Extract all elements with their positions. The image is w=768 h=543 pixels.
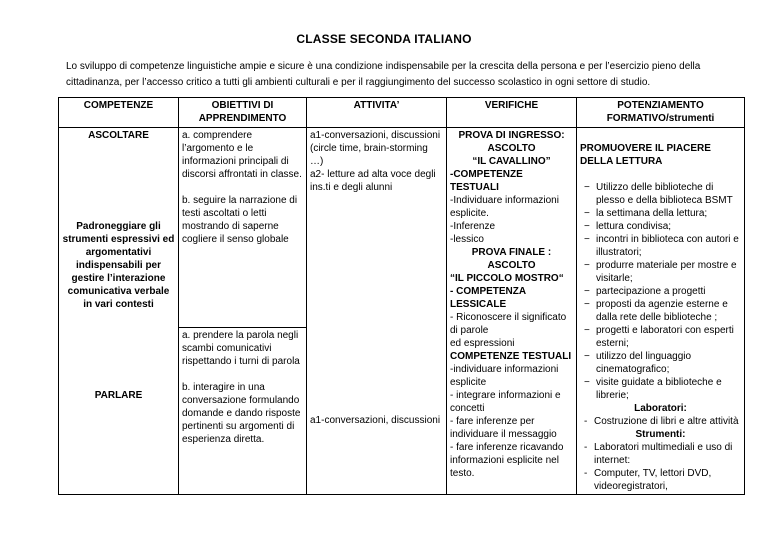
header-row bbox=[59, 98, 745, 128]
verifica-item: -lessico bbox=[450, 234, 484, 245]
prova-ingresso: PROVA DI INGRESSO: bbox=[458, 130, 565, 141]
attivita-a1: a1-conversazioni, discussioni (circle time, brain-storming …) bbox=[310, 130, 441, 167]
list-item: − incontri in biblioteca con autori e illustratori; bbox=[580, 233, 741, 259]
ascolto-label-2: ASCOLTO bbox=[487, 260, 536, 271]
lessicale-item-2: ed espressioni bbox=[450, 338, 515, 349]
competenze-testuali-1: -COMPETENZE TESTUALI bbox=[450, 169, 523, 193]
table-row bbox=[59, 128, 745, 328]
list-item: − produrre materiale per mostre e visitarle; bbox=[580, 259, 741, 285]
list-item: − lettura condivisa; bbox=[580, 220, 741, 233]
verifica-item: -individuare informazioni esplicite bbox=[450, 364, 559, 388]
attivita-a1-parlare: a1-conversazioni, discussioni bbox=[310, 415, 441, 426]
verifica-item: - fare inferenze per individuare il messaggio bbox=[450, 416, 557, 440]
competenze-cell bbox=[59, 128, 179, 495]
list-item: - Computer, TV, lettori DVD, videoregistratori, bbox=[580, 467, 741, 493]
competenza-parlare: PARLARE bbox=[94, 390, 143, 401]
promuovere-lettura: PROMUOVERE IL PIACERE DELLA LETTURA bbox=[580, 143, 711, 167]
verifica-item: -Inferenze bbox=[450, 221, 496, 232]
list-item: − utilizzo del linguaggio cinematografico; bbox=[580, 350, 741, 376]
curriculum-table bbox=[58, 97, 745, 495]
competenza-padroneggiare: Padroneggiare gli strumenti espressivi ed argomentativi indispensabili per gestire l’interazione comunicativa verbale in vari contesti bbox=[62, 221, 175, 310]
laboratori-list bbox=[580, 415, 741, 428]
intro-paragraph: Lo sviluppo di competenze linguistiche ampie e sicure è una condizione indispensabile per la crescita della persona e per l’esercizio pieno della cittadinanza, per l’accesso critico a tutti gli ambienti culturali e per il raggiungimento del successo scolastico in ogni settore di studio. bbox=[66, 61, 701, 88]
attivita-a2: a2- letture ad alta voce degli ins.ti e degli alunni bbox=[310, 169, 436, 193]
list-item: − visite guidate a biblioteche e librerie; bbox=[580, 376, 741, 402]
ascolto-label-1: ASCOLTO bbox=[487, 143, 536, 154]
obiettivo-b-ascolto: b. seguire la narrazione di testi ascoltati o letti mostrando di saperne cogliere il senso globale bbox=[182, 195, 298, 245]
header-attivita: ATTIVITA’ bbox=[307, 98, 447, 128]
verifica-item: - fare inferenze ricavando informazioni esplicite nel testo. bbox=[450, 442, 564, 479]
list-item: − partecipazione a progetti bbox=[580, 285, 741, 298]
header-obiettivi: OBIETTIVI DI APPRENDIMENTO bbox=[179, 98, 307, 128]
prova-finale: PROVA FINALE : bbox=[471, 247, 552, 258]
header-potenziamento: POTENZIAMENTO FORMATIVO/strumenti bbox=[577, 98, 745, 128]
verifica-item: - integrare informazioni e concetti bbox=[450, 390, 561, 414]
strumenti-title: Strumenti: bbox=[635, 429, 686, 440]
list-item: − la settimana della lettura; bbox=[580, 207, 741, 220]
titolo-cavallino: “IL CAVALLINO” bbox=[472, 156, 551, 167]
verifica-item: -Individuare informazioni esplicite. bbox=[450, 195, 559, 219]
laboratori-title: Laboratori: bbox=[634, 403, 687, 414]
obiettivi-ascolto-cell bbox=[179, 128, 307, 328]
strumenti-list bbox=[580, 441, 741, 493]
header-verifiche: VERIFICHE bbox=[447, 98, 577, 128]
list-item: − proposti da agenzie esterne e dalla rete delle biblioteche ; bbox=[580, 298, 741, 324]
header-competenze: COMPETENZE bbox=[59, 98, 179, 128]
potenziamento-list bbox=[580, 181, 741, 402]
potenziamento-cell bbox=[577, 128, 745, 495]
obiettivo-a-ascolto: a. comprendere l’argomento e le informazioni principali di discorsi affrontati in classe. bbox=[182, 130, 302, 180]
page-title: CLASSE SECONDA ITALIANO bbox=[296, 32, 472, 46]
attivita-cell bbox=[307, 128, 447, 495]
obiettivo-a-parlare: a. prendere la parola negli scambi comunicativi rispettando i turni di parola bbox=[182, 330, 300, 367]
list-item: − Utilizzo delle biblioteche di plesso e della biblioteca BSMT bbox=[580, 181, 741, 207]
competenza-lessicale: - COMPETENZA LESSICALE bbox=[450, 286, 526, 310]
list-item: − progetti e laboratori con esperti esterni; bbox=[580, 324, 741, 350]
verifiche-cell bbox=[447, 128, 577, 495]
obiettivo-b-parlare: b. interagire in una conversazione formulando domande e dando risposte pertinenti su argomenti di esperienza diretta. bbox=[182, 382, 301, 445]
competenza-ascoltare: ASCOLTARE bbox=[88, 130, 149, 141]
lessicale-item: - Riconoscere il significato di parole bbox=[450, 312, 567, 336]
list-item: - Laboratori multimediali e uso di internet: bbox=[580, 441, 741, 467]
titolo-piccolo-mostro: “IL PICCOLO MOSTRO“ bbox=[450, 273, 564, 284]
competenze-testuali-2: COMPETENZE TESTUALI bbox=[450, 351, 572, 362]
list-item: - Costruzione di libri e altre attività bbox=[580, 415, 741, 428]
obiettivi-parlare-cell bbox=[179, 328, 307, 495]
